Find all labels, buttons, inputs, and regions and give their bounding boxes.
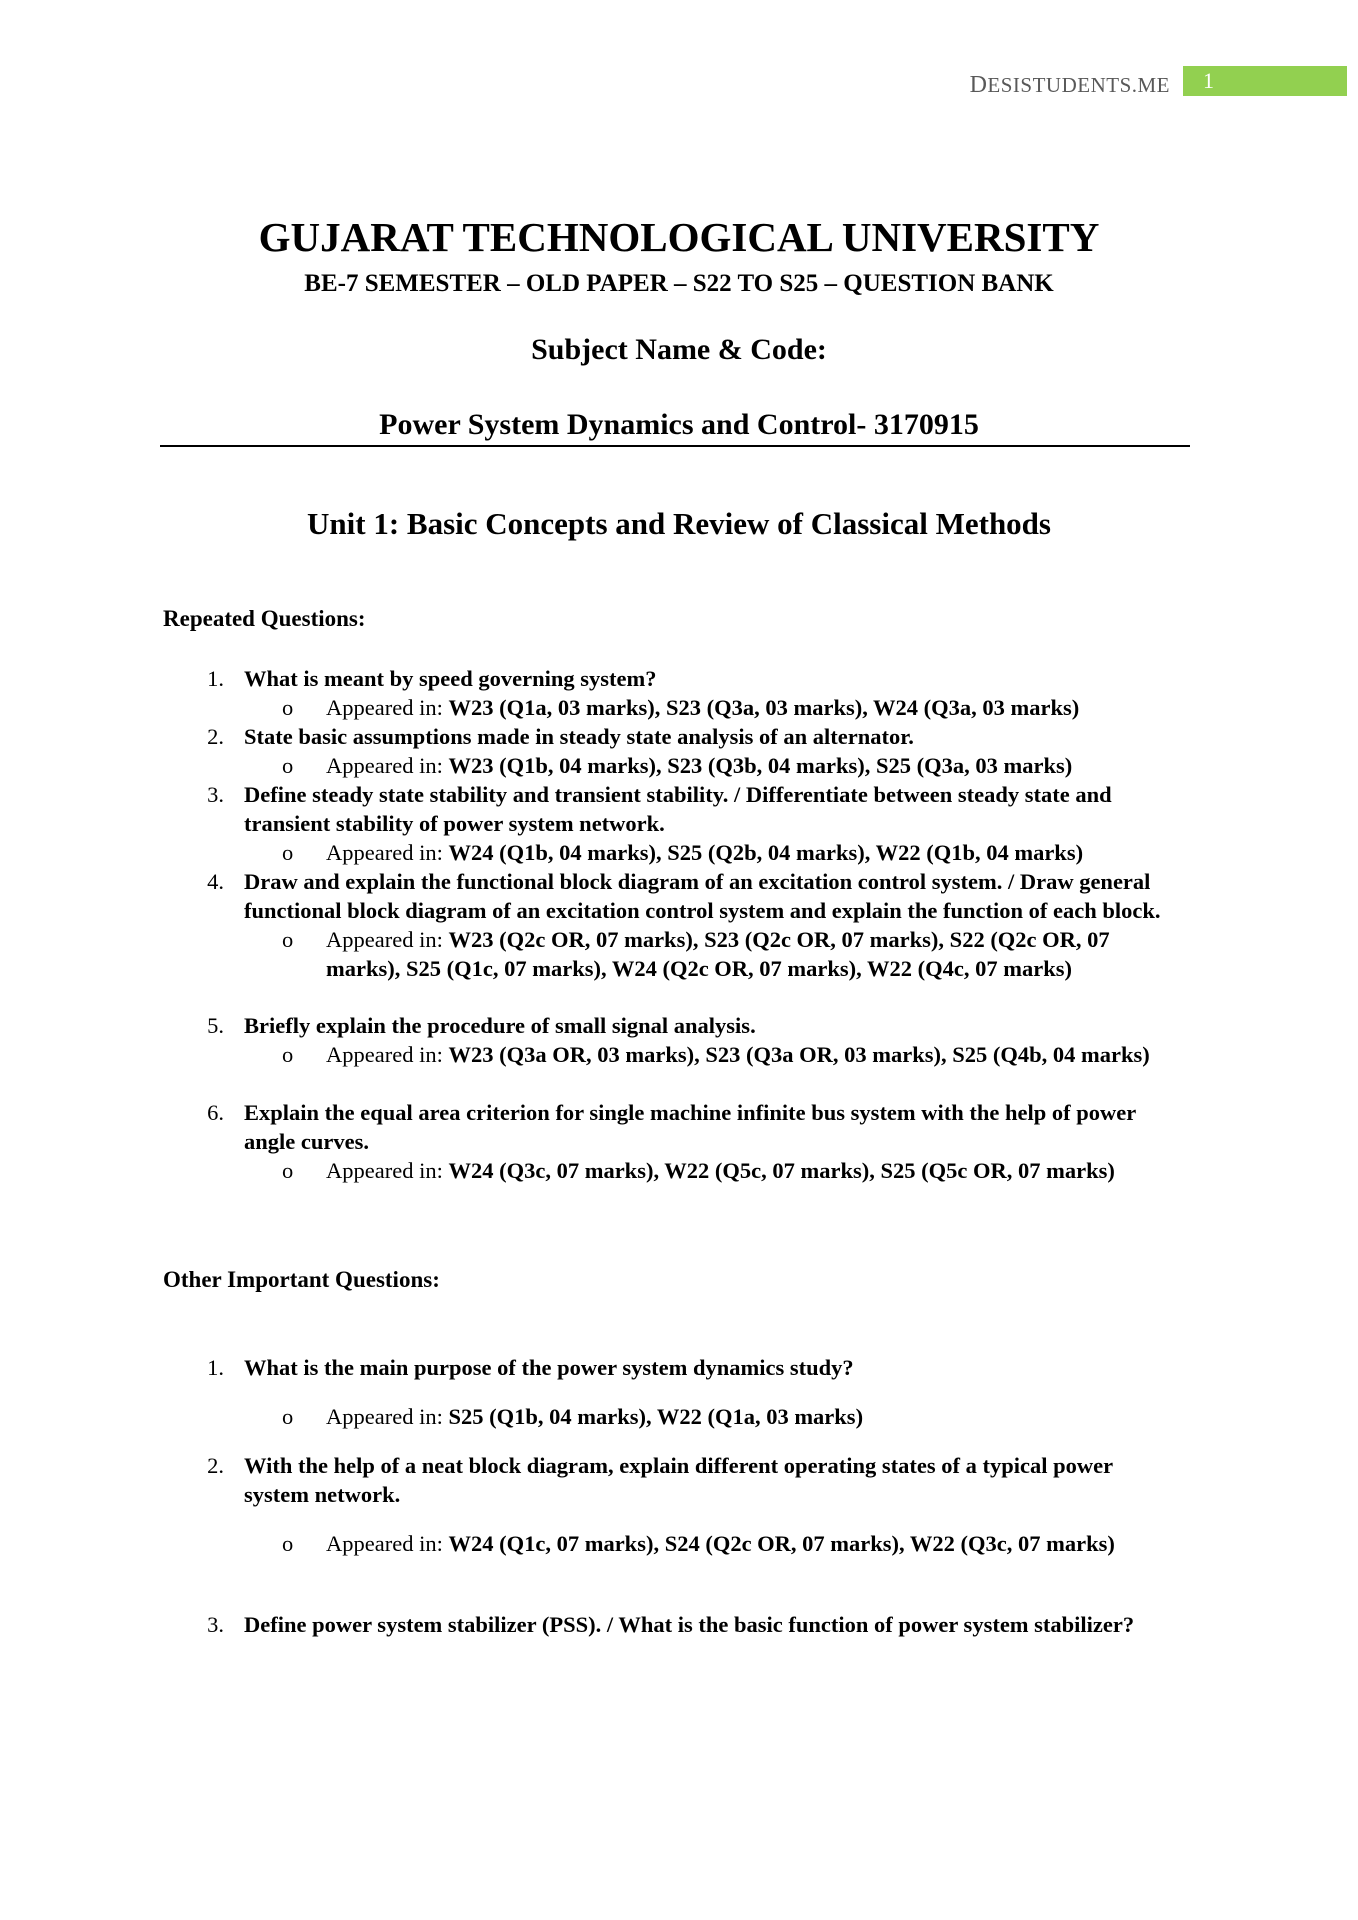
- question-text: Define power system stabilizer (PSS). / What is the basic function of power system stabilizer?: [244, 1612, 1135, 1637]
- other-heading: Other Important Questions:: [163, 1267, 440, 1292]
- appeared-in: [282, 1040, 1180, 1069]
- question-text: Briefly explain the procedure of small signal analysis.: [244, 1013, 756, 1038]
- site-name: [960, 72, 1170, 99]
- appeared-codes: W24 (Q3c, 07 marks), W22 (Q5c, 07 marks), S25 (Q5c OR, 07 marks): [448, 1158, 1115, 1183]
- question-text: Explain the equal area criterion for single machine infinite bus system with the help of power angle curves.: [244, 1100, 1136, 1154]
- appeared-label: Appeared in:: [326, 840, 449, 865]
- question-number: 1.: [207, 1355, 224, 1380]
- question-number: 5.: [207, 1013, 224, 1038]
- appeared-in: [282, 838, 1180, 867]
- subject-label: Subject Name & Code:: [531, 333, 827, 366]
- repeated-question: [180, 722, 1180, 780]
- question-number: 6.: [207, 1100, 224, 1125]
- bullet-icon: o: [282, 1404, 294, 1429]
- course-name: Power System Dynamics and Control- 3170915: [379, 408, 979, 441]
- question-text: Draw and explain the functional block diagram of an excitation control system. / Draw general functional block diagram of an excitation control system and explain the function of each block.: [244, 869, 1161, 923]
- repeated-question: [180, 1098, 1180, 1185]
- question-text: With the help of a neat block diagram, explain different operating states of a typical power system network.: [244, 1453, 1113, 1507]
- site-name-rest: ESISTUDENTS.ME: [987, 73, 1170, 97]
- bullet-icon: o: [282, 840, 294, 865]
- repeated-question: [180, 867, 1180, 983]
- appeared-in: [282, 693, 1180, 722]
- bullet-icon: o: [282, 695, 294, 720]
- repeated-question: [180, 1011, 1180, 1069]
- document-subtitle: BE-7 SEMESTER – OLD PAPER – S22 TO S25 – QUESTION BANK: [304, 270, 1054, 297]
- repeated-question: [180, 780, 1180, 867]
- other-question: [180, 1353, 1180, 1431]
- appeared-label: Appeared in:: [326, 1042, 449, 1067]
- question-number: 3.: [207, 782, 224, 807]
- appeared-in: [282, 1529, 1180, 1558]
- appeared-in: [282, 1156, 1180, 1185]
- appeared-codes: W23 (Q3a OR, 03 marks), S23 (Q3a OR, 03 marks), S25 (Q4b, 04 marks): [448, 1042, 1150, 1067]
- other-question: [180, 1451, 1180, 1558]
- repeated-heading: Repeated Questions:: [163, 606, 366, 631]
- other-question: [180, 1610, 1180, 1639]
- appeared-codes: W23 (Q1a, 03 marks), S23 (Q3a, 03 marks), W24 (Q3a, 03 marks): [448, 695, 1080, 720]
- question-text: Define steady state stability and transient stability. / Differentiate between steady state and transient stability of power system network.: [244, 782, 1112, 836]
- question-number: 2.: [207, 724, 224, 749]
- page-number-tag: 1: [1183, 66, 1347, 96]
- site-name-initial: D: [969, 72, 988, 98]
- appeared-in: [282, 925, 1180, 983]
- appeared-codes: W23 (Q2c OR, 07 marks), S23 (Q2c OR, 07 marks), S22 (Q2c OR, 07 marks), S25 (Q1c, 07 marks), W24 (Q2c OR, 07 marks), W22 (Q4c, 07 marks): [326, 927, 1110, 981]
- unit-title: Unit 1: Basic Concepts and Review of Classical Methods: [307, 506, 1051, 541]
- bullet-icon: o: [282, 927, 294, 952]
- appeared-codes: S25 (Q1b, 04 marks), W22 (Q1a, 03 marks): [448, 1404, 864, 1429]
- appeared-label: Appeared in:: [326, 1531, 449, 1556]
- appeared-label: Appeared in:: [326, 1158, 449, 1183]
- bullet-icon: o: [282, 1531, 294, 1556]
- repeated-question: [180, 664, 1180, 722]
- question-text: What is the main purpose of the power system dynamics study?: [244, 1355, 854, 1380]
- appeared-in: [282, 751, 1180, 780]
- university-title: GUJARAT TECHNOLOGICAL UNIVERSITY: [258, 214, 1100, 260]
- appeared-in: [282, 1402, 1180, 1431]
- appeared-codes: W24 (Q1c, 07 marks), S24 (Q2c OR, 07 marks), W22 (Q3c, 07 marks): [448, 1531, 1115, 1556]
- question-number: 4.: [207, 869, 224, 894]
- appeared-codes: W23 (Q1b, 04 marks), S23 (Q3b, 04 marks), S25 (Q3a, 03 marks): [448, 753, 1073, 778]
- bullet-icon: o: [282, 1042, 294, 1067]
- question-text: State basic assumptions made in steady state analysis of an alternator.: [244, 724, 914, 749]
- appeared-label: Appeared in:: [326, 927, 449, 952]
- appeared-codes: W24 (Q1b, 04 marks), S25 (Q2b, 04 marks), W22 (Q1b, 04 marks): [448, 840, 1084, 865]
- question-number: 1.: [207, 666, 224, 691]
- question-number: 2.: [207, 1453, 224, 1478]
- bullet-icon: o: [282, 1158, 294, 1183]
- bullet-icon: o: [282, 753, 294, 778]
- appeared-label: Appeared in:: [326, 753, 449, 778]
- appeared-label: Appeared in:: [326, 1404, 449, 1429]
- question-number: 3.: [207, 1612, 224, 1637]
- horizontal-rule: [160, 445, 1190, 447]
- question-text: What is meant by speed governing system?: [244, 666, 657, 691]
- appeared-label: Appeared in:: [326, 695, 449, 720]
